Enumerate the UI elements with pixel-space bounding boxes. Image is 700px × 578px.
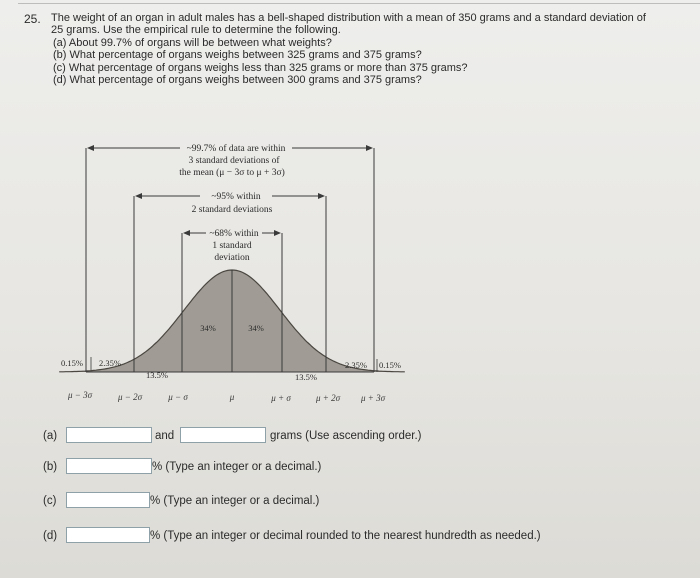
band-997-text: ~99.7% of data are within xyxy=(186,144,286,154)
axis-label: μ + 2σ xyxy=(315,393,341,403)
pct-center-left: 34% xyxy=(200,323,216,333)
answer-c-input[interactable] xyxy=(66,492,150,508)
answer-d-input[interactable] xyxy=(66,527,150,543)
axis-label: μ − 3σ xyxy=(67,390,93,400)
answer-row-c xyxy=(0,492,700,514)
band-95-text: ~95% within xyxy=(211,192,261,202)
question-part-d: (d) What percentage of organs weighs between 300 grams and 375 grams? xyxy=(53,74,422,87)
pct-right-tail: 0.15% xyxy=(379,360,401,370)
question-number: 25. xyxy=(24,12,41,26)
pct-center-right: 34% xyxy=(248,323,264,333)
axis-label: μ − 2σ xyxy=(117,392,143,402)
pct-left-3: 2.35% xyxy=(99,358,121,368)
question-line: 25 grams. Use the empirical rule to determine the following. xyxy=(51,24,341,37)
axis-label: μ − σ xyxy=(168,392,188,402)
answer-a-upper-input[interactable] xyxy=(180,427,266,443)
band-997-text: 3 standard deviations of xyxy=(188,156,280,166)
band-68-text: deviation xyxy=(214,253,250,263)
question-line: The weight of an organ in adult males has a bell-shaped distribution with a mean of 350 grams and a standard deviation of xyxy=(51,12,646,24)
pct-right-3: 2.35% xyxy=(345,360,367,370)
answer-label-d: (d) xyxy=(43,530,58,542)
answer-a-suffix: grams (Use ascending order.) xyxy=(270,430,422,442)
band-68-text: 1 standard xyxy=(212,241,252,251)
answer-c-suffix: % (Type an integer or a decimal.) xyxy=(150,495,320,507)
pct-left-2: 13.5% xyxy=(146,370,168,380)
answer-b-input[interactable] xyxy=(66,458,152,474)
band-68-text: ~68% within xyxy=(209,229,259,239)
question-part-b: (b) What percentage of organs weighs between 325 grams and 375 grams? xyxy=(53,49,422,62)
pct-left-tail: 0.15% xyxy=(61,358,83,368)
question-part-a: (a) About 99.7% of organs will be between what weights? xyxy=(53,36,332,49)
axis-label: μ xyxy=(229,392,235,402)
answer-row-b xyxy=(0,458,700,480)
answer-label-b: (b) xyxy=(43,461,58,473)
band-95-text: 2 standard deviations xyxy=(191,205,273,215)
answer-b-suffix: % (Type an integer or a decimal.) xyxy=(152,461,322,473)
answer-label-a: (a) xyxy=(43,430,58,442)
answer-row-a xyxy=(0,427,700,449)
question-part-c: (c) What percentage of organs weighs less than 325 grams or more than 375 grams? xyxy=(53,61,468,74)
axis-label: μ + σ xyxy=(271,393,291,403)
answer-a-lower-input[interactable] xyxy=(66,427,152,443)
answer-d-suffix: % (Type an integer or decimal rounded to the nearest hundredth as needed.) xyxy=(150,530,541,542)
axis-label: μ + 3σ xyxy=(360,393,386,403)
answer-a-and-text: and xyxy=(155,430,175,442)
answer-row-d xyxy=(0,527,700,549)
answer-label-c: (c) xyxy=(43,495,57,507)
pct-right-2: 13.5% xyxy=(295,372,317,382)
band-997-text: the mean (μ − 3σ to μ + 3σ) xyxy=(179,168,285,178)
